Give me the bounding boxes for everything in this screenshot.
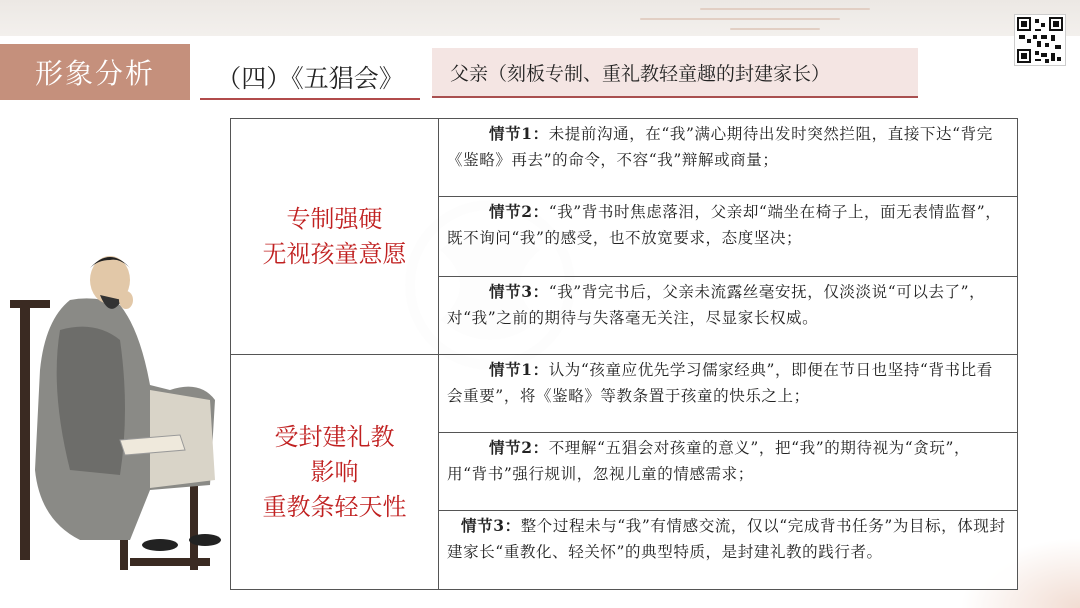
plot-text: 整个过程未与“我”有情感交流，仅以“完成背书任务”为目标，体现封建家长“重教化、轻关怀”的典型特质，是封建礼教的践行者。: [447, 517, 1006, 561]
section-badge: 形象分析: [0, 44, 190, 100]
group-heading: 专制强硬 无视孩童意愿: [231, 119, 439, 354]
plot-cell: [439, 433, 1017, 511]
plot-cell: [439, 355, 1017, 433]
plot-text: “我”背完书后，父亲未流露丝毫安抚，仅淡淡说“可以去了”，对“我”之前的期待与失落毫无关注，尽显家长权威。: [447, 283, 986, 327]
plot-cell: [439, 119, 1017, 197]
plot-title: 情节1：: [489, 124, 549, 143]
plot-cell: [439, 197, 1017, 277]
plot-title: 情节2：: [489, 438, 549, 457]
table-group: [231, 355, 1017, 589]
plot-cell: [439, 277, 1017, 355]
table-group: [231, 119, 1017, 355]
plot-cell: [439, 511, 1017, 589]
qr-code-icon: [1014, 14, 1066, 66]
page-subtitle: （四）《五猖会》: [200, 56, 420, 100]
plot-text: 未提前沟通，在“我”满心期待出发时突然拦阻，直接下达“背完《鉴略》再去”的命令，不容“我”辩解或商量；: [447, 125, 993, 169]
character-label: 父亲（刻板专制、重礼教轻童趣的封建家长）: [432, 48, 918, 98]
analysis-table: [230, 118, 1018, 590]
top-strip: [0, 0, 1080, 36]
scholar-figure-illustration: [0, 240, 250, 580]
plot-title: 情节1：: [489, 360, 549, 379]
plot-title: 情节2：: [489, 202, 549, 221]
group-heading: 受封建礼教 影响 重教条轻天性: [231, 355, 439, 589]
plot-text: “我”背书时焦虑落泪，父亲却“端坐在椅子上，面无表情监督”，既不询问“我”的感受，也不放宽要求，态度坚决；: [447, 203, 1002, 247]
plot-title: 情节3：: [461, 516, 521, 535]
decorative-lines: [640, 8, 870, 48]
plot-text: 不理解“五猖会对孩童的意义”，把“我”的期待视为“贪玩”，用“背书”强行规训，忽视儿童的情感需求；: [447, 439, 971, 483]
plot-text: 认为“孩童应优先学习儒家经典”，即便在节日也坚持“背书比看会重要”，将《鉴略》等教条置于孩童的快乐之上；: [447, 361, 993, 405]
plot-title: 情节3：: [489, 282, 549, 301]
